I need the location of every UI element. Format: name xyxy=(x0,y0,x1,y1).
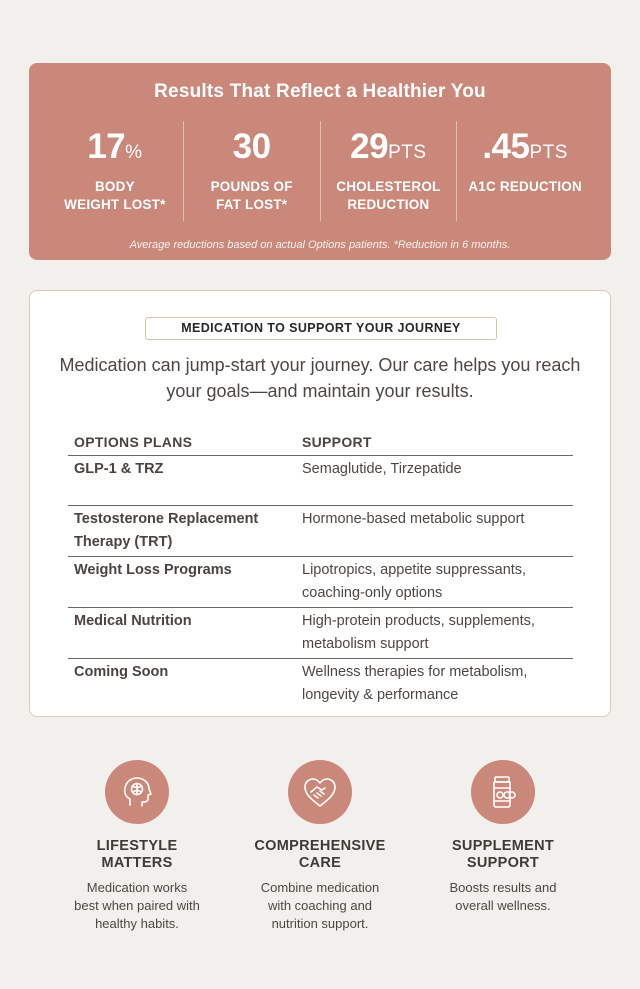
header-options-plans: OPTIONS PLANS xyxy=(68,431,296,456)
table-row xyxy=(68,506,573,557)
stat-label: POUNDS OF FAT LOST* xyxy=(210,179,293,212)
table-row xyxy=(68,557,573,608)
heart-handshake-icon xyxy=(288,760,352,824)
feature-title: LIFESTYLE MATTERS xyxy=(96,838,178,871)
medication-badge: MEDICATION TO SUPPORT YOUR JOURNEY xyxy=(145,317,497,340)
features-row xyxy=(48,760,592,933)
plan-support: Semaglutide, Tirzepatide xyxy=(296,456,573,506)
results-footnote: Average reductions based on actual Options patients. *Reduction in 6 months. xyxy=(129,239,511,251)
table-row xyxy=(68,608,573,659)
stat-value: 29PTS xyxy=(350,127,427,166)
head-brain-icon xyxy=(105,760,169,824)
plan-name: Testosterone Replacement Therapy (TRT) xyxy=(68,506,296,557)
plans-table xyxy=(68,431,573,709)
feature-text: Medication works best when paired with healthy habits. xyxy=(74,880,200,931)
feature-comprehensive-care xyxy=(231,760,409,933)
stat-weight-lost xyxy=(47,121,184,221)
results-banner xyxy=(29,63,611,260)
stat-value: 17% xyxy=(87,127,143,166)
medication-card xyxy=(29,290,611,717)
plan-name: Weight Loss Programs xyxy=(68,557,296,608)
plan-name: Coming Soon xyxy=(74,664,169,680)
stat-fat-lost xyxy=(184,121,321,221)
feature-text: Boosts results and overall wellness. xyxy=(449,880,557,913)
feature-title: SUPPLEMENT SUPPORT xyxy=(451,838,555,871)
plan-name: Medical Nutrition xyxy=(68,608,296,659)
feature-supplement-support xyxy=(414,760,592,933)
table-header-row xyxy=(68,431,573,456)
plan-support: Hormone-based metabolic support xyxy=(296,506,573,557)
stat-value: .45PTS xyxy=(482,127,568,166)
stat-cholesterol xyxy=(321,121,458,221)
stat-label: A1C REDUCTION xyxy=(468,179,582,194)
plan-support: Lipotropics, appetite suppressants, coaching-only options xyxy=(296,557,573,608)
plan-support: High-protein products, supplements, metabolism support xyxy=(296,608,573,659)
stat-label: CHOLESTEROL REDUCTION xyxy=(336,179,441,212)
feature-lifestyle xyxy=(48,760,226,933)
feature-text: Combine medication with coaching and nutrition support. xyxy=(260,880,380,931)
results-title: Results That Reflect a Healthier You xyxy=(154,81,486,102)
stat-a1c xyxy=(457,121,593,221)
plan-name: GLP-1 & TRZ xyxy=(68,456,296,506)
stat-label: BODY WEIGHT LOST* xyxy=(64,179,166,212)
table-row xyxy=(68,659,573,710)
header-support: SUPPORT xyxy=(296,431,573,456)
supplement-bottle-icon xyxy=(471,760,535,824)
plan-support: Wellness therapies for metabolism, longevity & performance xyxy=(302,664,528,703)
table-row xyxy=(68,456,573,506)
stat-value: 30 xyxy=(232,127,271,166)
feature-title: COMPREHENSIVE CARE xyxy=(254,838,386,871)
stats-row xyxy=(47,121,593,221)
medication-intro: Medication can jump-start your journey. Our care helps you reach your goals—and maintain your results. xyxy=(59,355,581,401)
